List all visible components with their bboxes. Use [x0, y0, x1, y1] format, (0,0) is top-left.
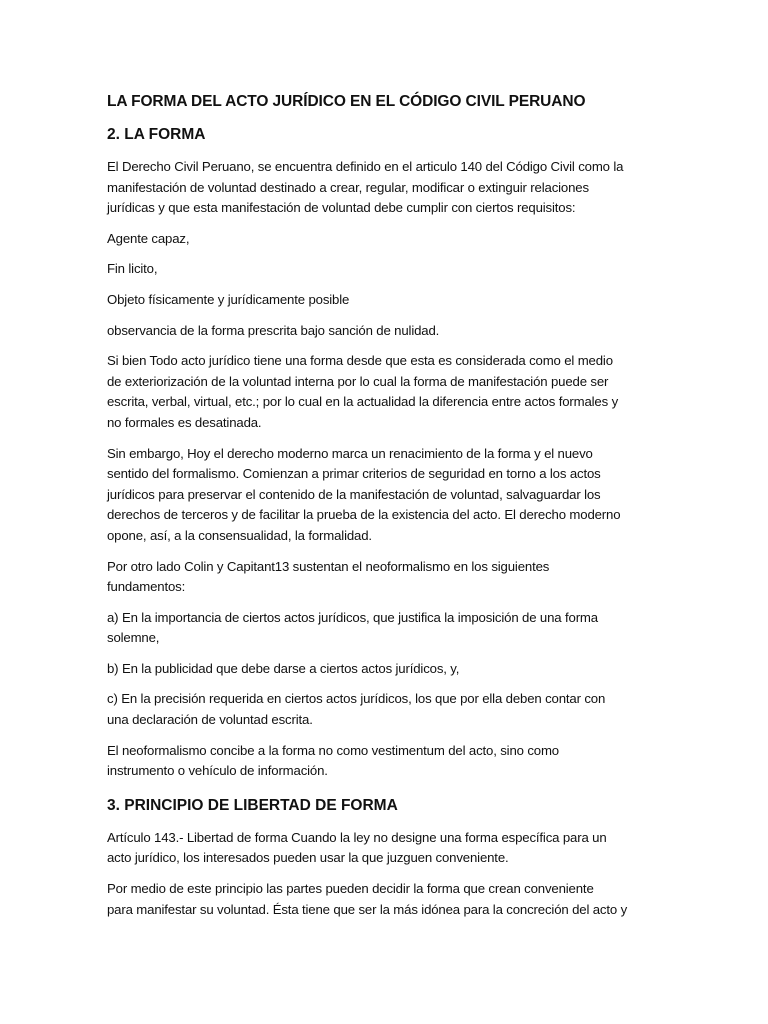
paragraph: [107, 689, 668, 730]
paragraph: [107, 741, 668, 782]
paragraph: [107, 444, 668, 547]
paragraph: [107, 828, 668, 869]
paragraph-line: jurídicos para preservar el contenido de la manifestación de voluntad, salvaguardar los: [107, 486, 601, 502]
paragraph-line: jurídicas y que esta manifestación de voluntad debe cumplir con ciertos requisitos:: [107, 200, 576, 216]
paragraph-line: observancia de la forma prescrita bajo sanción de nulidad.: [107, 322, 440, 338]
paragraph-line: Si bien Todo acto jurídico tiene una forma desde que esta es considerada como el medio: [107, 353, 613, 369]
paragraph-line: sentido del formalismo. Comienzan a primar criterios de seguridad en torno a los actos: [107, 466, 601, 482]
paragraph-line: Por medio de este principio las partes pueden decidir la forma que crean conveniente: [107, 881, 594, 897]
document-title: LA FORMA DEL ACTO JURÍDICO EN EL CÓDIGO CIVIL PERUANO: [107, 93, 586, 110]
paragraph-line: a) En la importancia de ciertos actos jurídicos, que justifica la imposición de una forma: [107, 609, 598, 625]
paragraph: [107, 879, 668, 920]
paragraph-line: solemne,: [107, 630, 160, 646]
paragraph: [107, 608, 668, 649]
paragraph-line: Artículo 143.- Libertad de forma Cuando la ley no designe una forma específica para un: [107, 829, 607, 845]
paragraph: [107, 157, 668, 219]
paragraph: [107, 229, 668, 250]
section-3-body: [107, 828, 668, 920]
paragraph-line: Por otro lado Colin y Capitant13 sustentan el neoformalismo en los siguientes: [107, 558, 550, 574]
paragraph-line: Agente capaz,: [107, 230, 190, 246]
paragraph-line: El neoformalismo concibe a la forma no como vestimentum del acto, sino como: [107, 742, 559, 758]
paragraph-line: de exteriorización de la voluntad interna por lo cual la forma de manifestación puede ser: [107, 373, 609, 389]
paragraph: [107, 321, 668, 342]
paragraph-line: acto jurídico, los interesados pueden usar la que juzguen conveniente.: [107, 850, 509, 866]
paragraph: [107, 557, 668, 598]
paragraph-line: Sin embargo, Hoy el derecho moderno marca un renacimiento de la forma y el nuevo: [107, 445, 593, 461]
paragraph-line: manifestación de voluntad destinado a crear, regular, modificar o extinguir relaciones: [107, 179, 589, 195]
paragraph-line: para manifestar su voluntad. Ésta tiene que ser la más idónea para la concreción del acto y: [107, 901, 628, 917]
paragraph: [107, 290, 668, 311]
section-2-body: [107, 157, 668, 782]
paragraph-line: instrumento o vehículo de información.: [107, 763, 328, 779]
paragraph-line: c) En la precisión requerida en ciertos actos jurídicos, los que por ella deben contar con: [107, 691, 606, 707]
paragraph-line: no formales es desatinada.: [107, 414, 262, 430]
paragraph-line: escrita, verbal, virtual, etc.; por lo cual en la actualidad la diferencia entre actos formales y: [107, 394, 619, 410]
section-3-heading: 3. PRINCIPIO DE LIBERTAD DE FORMA: [107, 796, 398, 814]
paragraph-line: Objeto físicamente y jurídicamente posible: [107, 291, 350, 307]
paragraph: [107, 351, 668, 433]
paragraph-line: b) En la publicidad que debe darse a ciertos actos jurídicos, y,: [107, 660, 460, 676]
paragraph: [107, 259, 668, 280]
section-2-heading: 2. LA FORMA: [107, 126, 206, 143]
paragraph-line: fundamentos:: [107, 579, 186, 595]
paragraph-line: Fin licito,: [107, 261, 158, 277]
paragraph-line: una declaración de voluntad escrita.: [107, 712, 313, 728]
paragraph-line: El Derecho Civil Peruano, se encuentra definido en el articulo 140 del Código Civil como la: [107, 159, 624, 174]
paragraph-line: derechos de terceros y de facilitar la prueba de la existencia del acto. El derecho moderno: [107, 507, 621, 523]
paragraph: [107, 659, 668, 680]
paragraph-line: opone, así, a la consensualidad, la formalidad.: [107, 527, 372, 543]
